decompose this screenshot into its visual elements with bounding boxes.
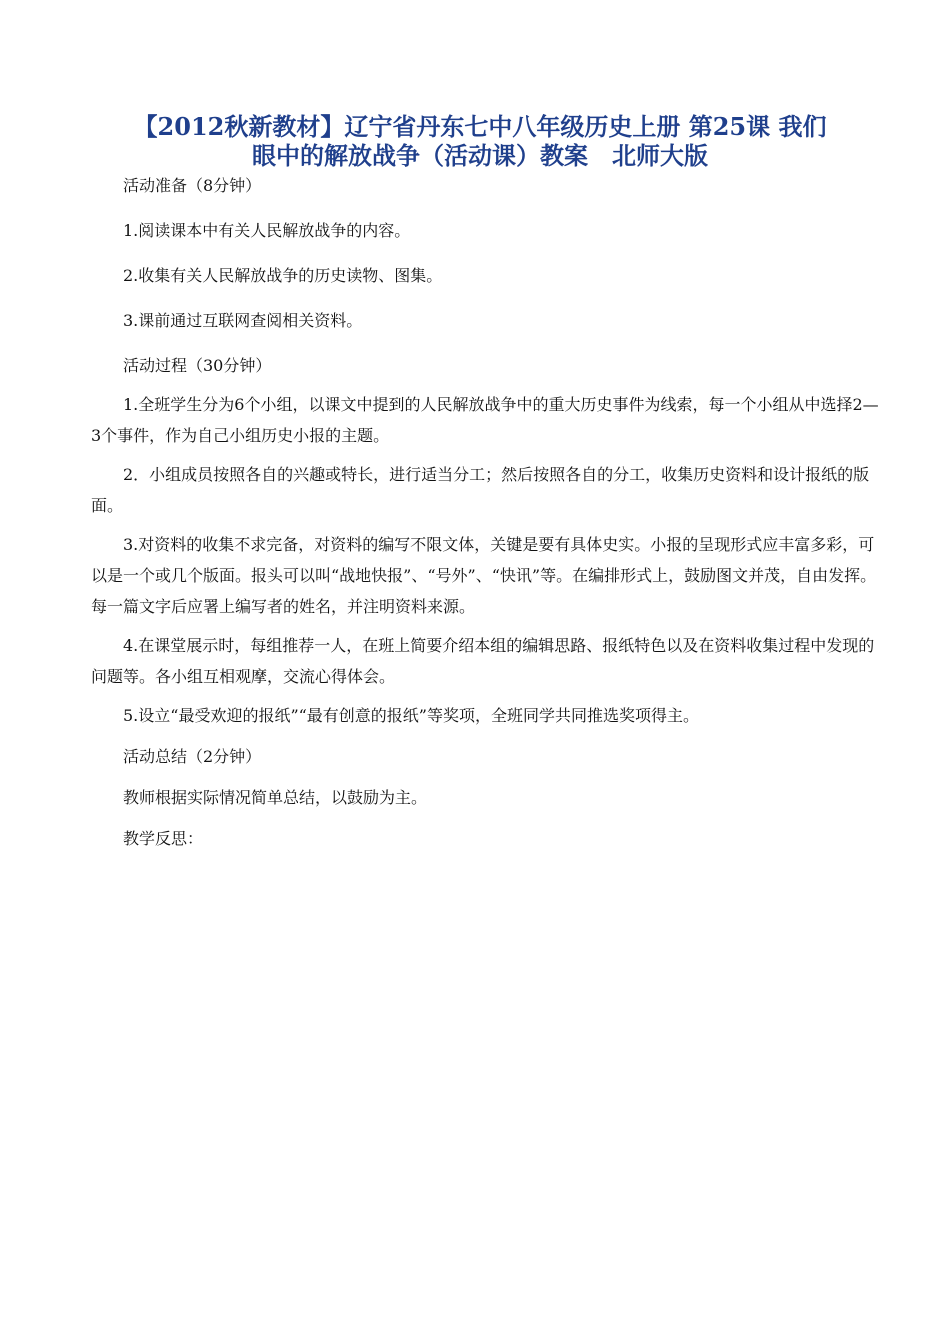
section-heading-summary: 活动总结（2分钟）: [123, 747, 262, 766]
paragraph-reflection: 教学反思：: [123, 829, 204, 848]
paragraph: 2．小组成员按照各自的兴趣或特长，进行适当分工；然后按照各自的分工，收集历史资料和设计报纸的版面。: [91, 465, 870, 515]
paragraph: 3.对资料的收集不求完备，对资料的编写不限文体，关键是要有具体史实。小报的呈现形式应丰富多彩，可以是一个或几个版面。报头可以叫“战地快报”、“号外”、“快讯”等。在编排形式上，鼓励图文并茂，自由发挥。每一篇文字后应署上编写者的姓名，并注明资料来源。: [91, 535, 877, 616]
paragraph: 1.全班学生分为6个小组，以课文中提到的人民解放战争中的重大历史事件为线索，每一个小组从中选择2—3个事件，作为自己小组历史小报的主题。: [91, 395, 879, 445]
title-line-1: 【2012秋新教材】辽宁省丹东七中八年级历史上册 第25课 我们: [133, 112, 827, 141]
paragraph: 2.收集有关人民解放战争的历史读物、图集。: [123, 266, 443, 285]
section-heading-process: 活动过程（30分钟）: [123, 356, 272, 375]
paragraph: 3.课前通过互联网查阅相关资料。: [123, 311, 363, 330]
document-title: [100, 112, 860, 170]
paragraph: 1.阅读课本中有关人民解放战争的内容。: [123, 221, 411, 240]
title-line-2: 眼中的解放战争（活动课）教案 北师大版: [252, 141, 708, 170]
paragraph: 5.设立“最受欢迎的报纸”“最有创意的报纸”等奖项，全班同学共同推选奖项得主。: [123, 706, 699, 725]
paragraph: 教师根据实际情况简单总结，以鼓励为主。: [123, 788, 428, 807]
section-heading-preparation: 活动准备（8分钟）: [123, 176, 262, 195]
document-body: [91, 170, 881, 854]
paragraph: 4.在课堂展示时，每组推荐一人，在班上简要介绍本组的编辑思路、报纸特色以及在资料收集过程中发现的问题等。各小组互相观摩，交流心得体会。: [91, 636, 875, 686]
